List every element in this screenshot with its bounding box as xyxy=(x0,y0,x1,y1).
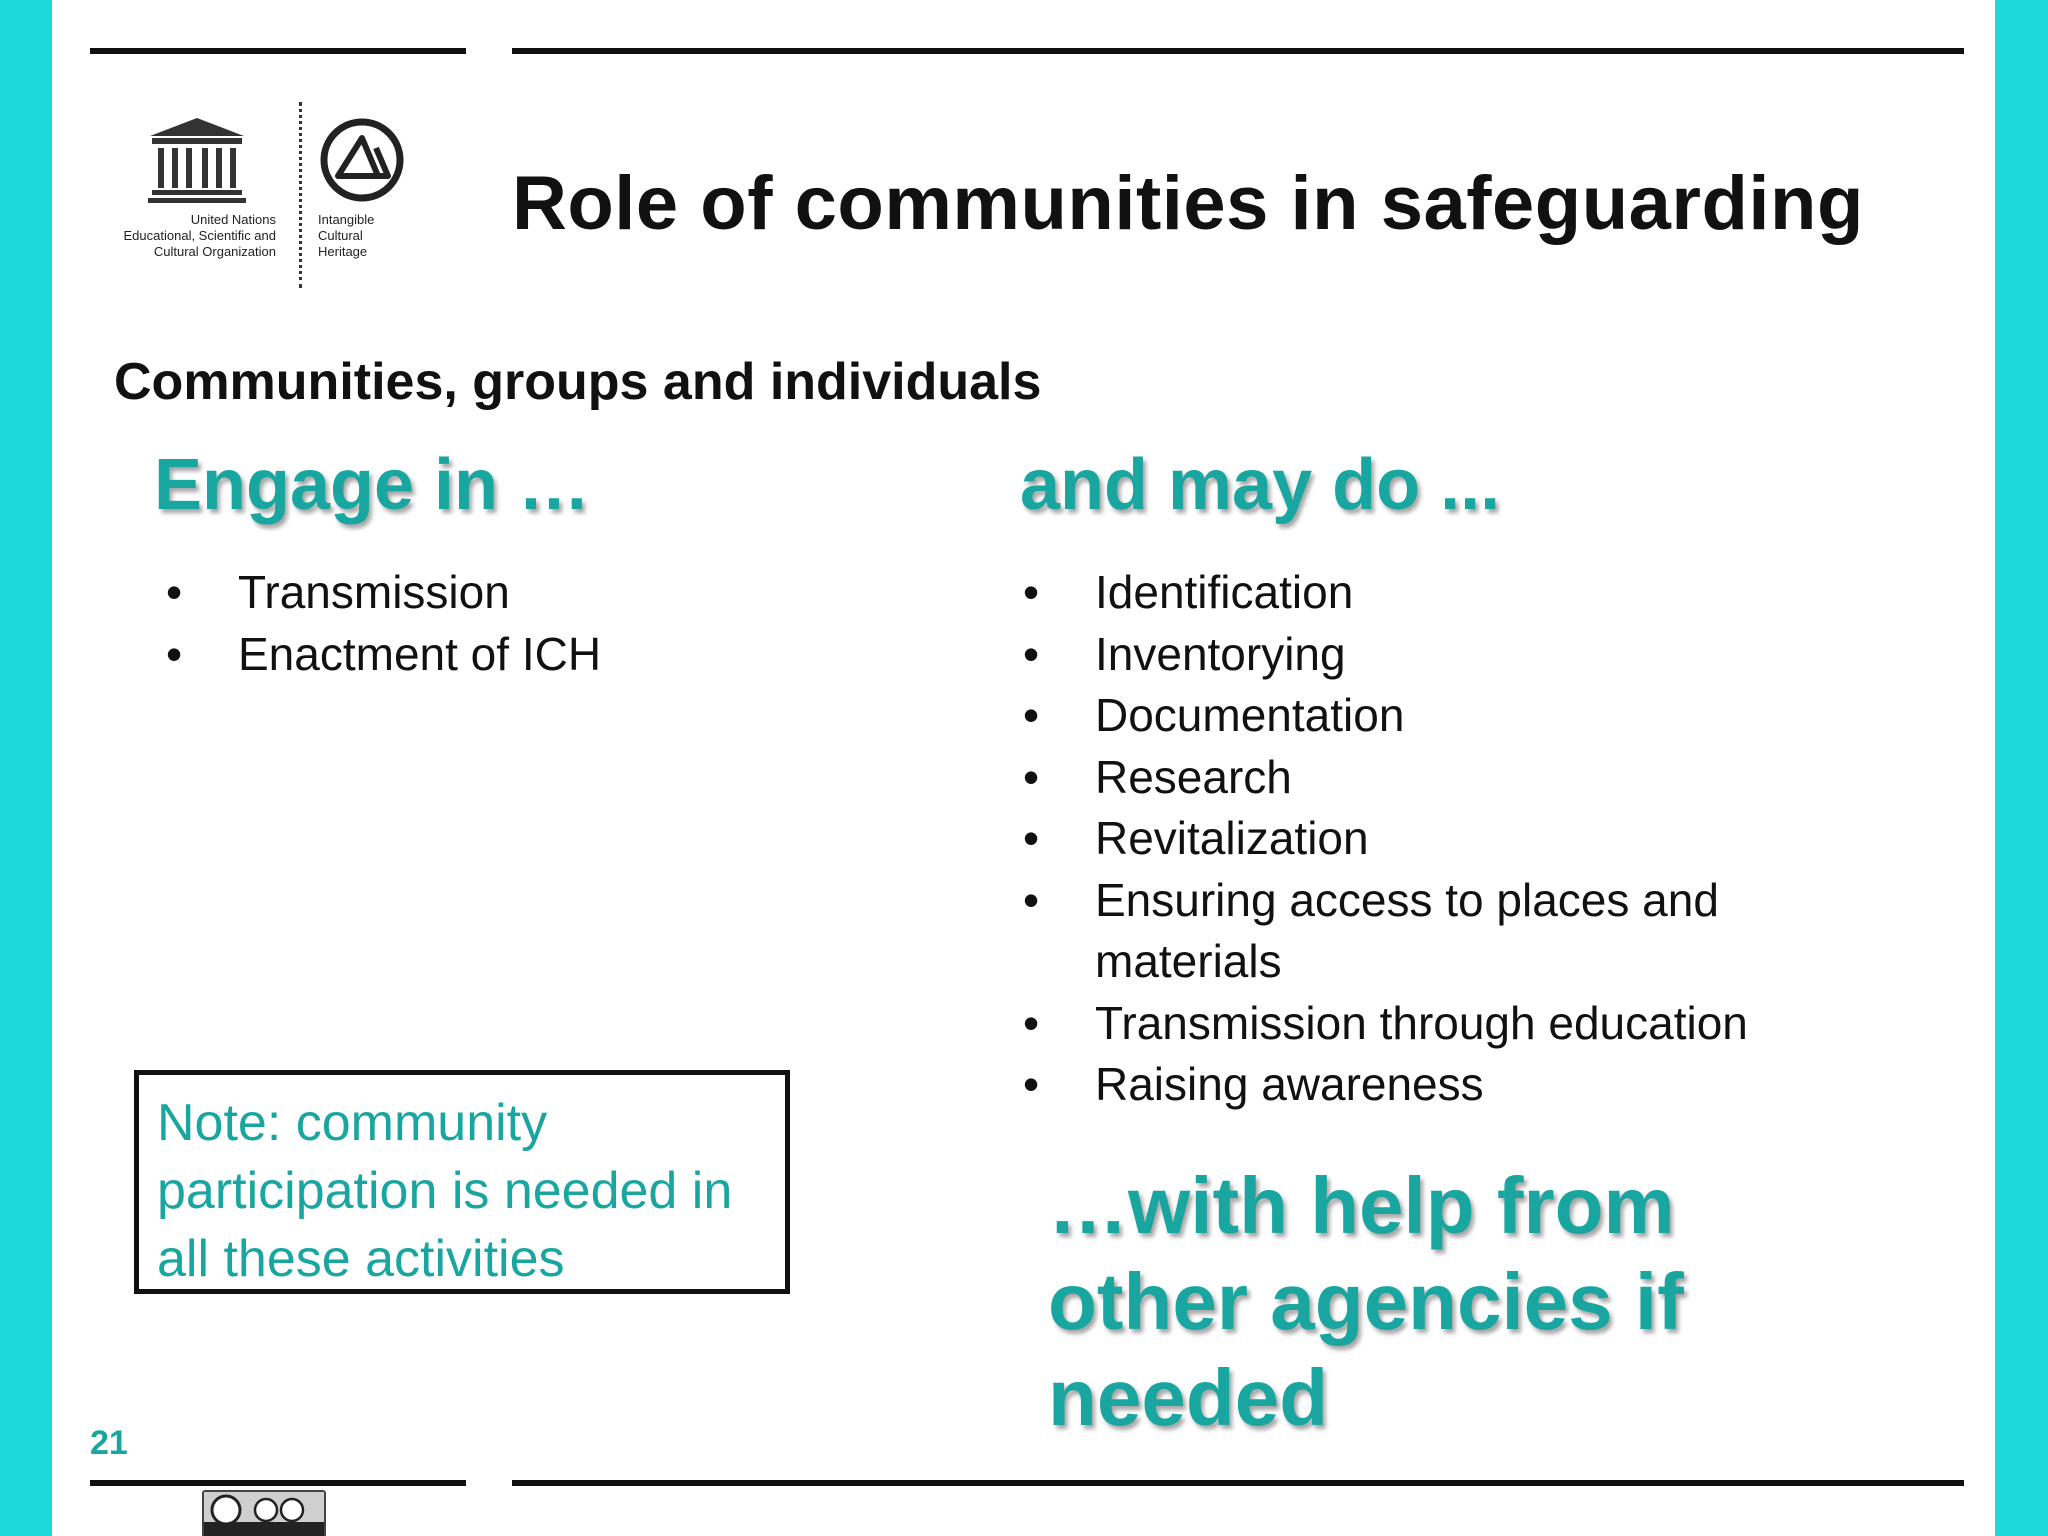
list-item: • Documentation xyxy=(1023,685,1903,747)
right-bullet-list xyxy=(1023,562,1903,1116)
bottom-rule-left xyxy=(90,1480,466,1486)
list-item: • Ensuring access to places and materials xyxy=(1023,870,1775,993)
list-item: • Inventorying xyxy=(1023,624,1903,686)
slide-subtitle: Communities, groups and individuals xyxy=(114,353,1042,411)
top-rule-left xyxy=(90,48,466,54)
ich-name: Intangible Cultural Heritage xyxy=(318,212,375,259)
cc-license-icon xyxy=(204,1492,324,1536)
ich-emblem-icon xyxy=(318,116,406,204)
unesco-org-name: United Nations Educational, Scientific and Cultural Organization xyxy=(123,212,276,259)
unesco-temple-icon xyxy=(148,116,246,204)
list-item: • Revitalization xyxy=(1023,808,1903,870)
page-number: 21 xyxy=(90,1424,128,1462)
left-bullet-list xyxy=(166,562,601,685)
list-item: • Raising awareness xyxy=(1023,1054,1903,1116)
cc-license-badge xyxy=(202,1490,326,1536)
list-item: • Research xyxy=(1023,747,1903,809)
slide xyxy=(52,0,1995,1536)
unesco-ich-logo xyxy=(88,96,388,296)
top-rule-right xyxy=(512,48,1964,54)
list-item: • Enactment of ICH xyxy=(166,624,601,686)
list-item: • Transmission through education xyxy=(1023,993,1903,1055)
list-item: • Transmission xyxy=(166,562,601,624)
bottom-rule-right xyxy=(512,1480,1964,1486)
left-column-heading: Engage in … xyxy=(154,445,591,525)
help-text: …with help from other agencies if needed xyxy=(1048,1161,1684,1442)
right-column-heading: and may do ... xyxy=(1020,445,1501,525)
list-item: • Identification xyxy=(1023,562,1903,624)
logo-divider xyxy=(299,102,302,288)
note-box: Note: community participation is needed in all these activities xyxy=(134,1070,790,1294)
slide-title: Role of communities in safeguarding xyxy=(512,161,1864,246)
